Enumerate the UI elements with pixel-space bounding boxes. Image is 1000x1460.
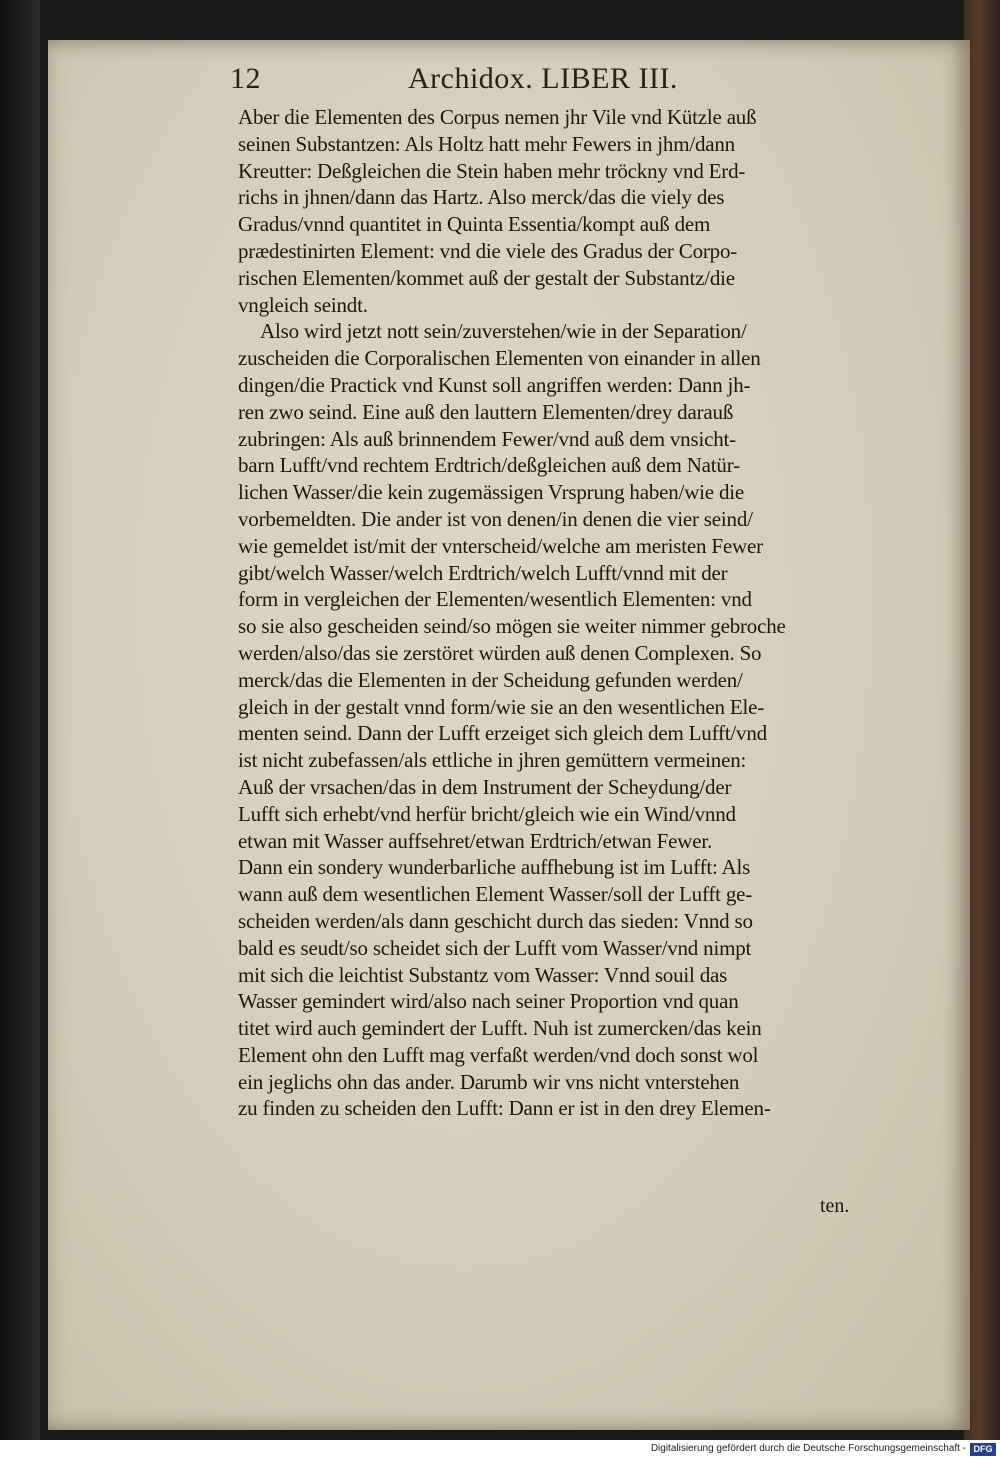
page-number: 12 [230, 62, 261, 95]
text-line: ren zwo seind. Eine auß den lauttern Elementen/drey darauß [238, 399, 734, 424]
text-line: dingen/die Practick vnd Kunst soll angriffen werden: Dann jh- [238, 372, 751, 397]
text-line: merck/das die Elementen in der Scheidung gefunden werden/ [238, 667, 743, 692]
text-line: wann auß dem wesentlichen Element Wasser/soll der Lufft ge- [238, 882, 753, 907]
footer-bar [0, 1440, 1000, 1460]
text-line: zubringen: Als auß brinnendem Fewer/vnd auß dem vnsicht- [238, 426, 736, 451]
text-line: vorbemeldten. Die ander ist von denen/in denen die vier seind/ [238, 506, 753, 531]
text-line: zuscheiden die Corporalischen Elementen von einander in allen [238, 346, 761, 371]
text-line: etwan mit Wasser auffsehret/etwan Erdtrich/etwan Fewer. [238, 828, 713, 853]
text-line: richs in jhnen/dann das Hartz. Also merck/das die viely des [238, 185, 725, 210]
text-line: vngleich seindt. [238, 292, 368, 317]
text-line: wie gemeldet ist/mit der vnterscheid/welche am meristen Fewer [238, 533, 763, 558]
text-line: Dann ein sondery wunderbarliche auffhebung ist im Lufft: Als [238, 855, 751, 880]
text-line: Element ohn den Lufft mag verfaßt werden/vnd doch sonst wol [238, 1042, 759, 1067]
dfg-logo-icon: DFG [970, 1443, 996, 1456]
text-line: bald es seudt/so scheidet sich der Lufft vom Wasser/vnd nimpt [238, 935, 752, 960]
text-line: Also wird jetzt nott sein/zuverstehen/wie in der Separation/ [260, 319, 747, 344]
text-line: gleich in der gestalt vnnd form/wie sie an den wesentlichen Ele- [238, 694, 765, 719]
text-line: prædestinirten Element: vnd die viele des Gradus der Corpo- [238, 238, 738, 263]
body-text [238, 104, 898, 1122]
running-head [230, 62, 930, 102]
text-line: werden/also/das sie zerstöret würden auß denen Complexen. So [238, 640, 762, 665]
text-line: ist nicht zubefassen/als ettliche in jhren gemüttern vermeinen: [238, 748, 747, 773]
header-title: Archidox. LIBER III. [408, 62, 678, 95]
catchword: ten. [820, 1195, 850, 1217]
text-line: lichen Wasser/die kein zugemässigen Vrsprung haben/wie die [238, 480, 745, 505]
text-line: ein jeglichs ohn das ander. Darumb wir vns nicht vnterstehen [238, 1069, 740, 1094]
text-line: Auß der vrsachen/das in dem Instrument der Scheydung/der [238, 774, 732, 799]
text-line: rischen Elementen/kommet auß der gestalt der Substantz/die [238, 265, 735, 290]
text-line: titet wird auch gemindert der Lufft. Nuh ist zumercken/das kein [238, 1016, 762, 1041]
text-line: Aber die Elementen des Corpus nemen jhr Vile vnd Kützle auß [238, 105, 757, 129]
book-binding-left [0, 0, 40, 1440]
text-line: Lufft sich erhebt/vnd herfür bricht/gleich wie ein Wind/vnnd [238, 801, 736, 826]
text-line: menten seind. Dann der Lufft erzeiget sich gleich dem Lufft/vnd [238, 721, 767, 746]
text-line: mit sich die leichtist Substantz vom Wasser: Vnnd souil das [238, 962, 728, 987]
text-line: seinen Substantzen: Als Holtz hatt mehr Fewers in jhm/dann [238, 131, 735, 156]
text-line: so sie also gescheiden seind/so mögen sie weiter nimmer gebroche [238, 614, 786, 639]
text-line: Kreutter: Deßgleichen die Stein haben mehr tröckny vnd Erd- [238, 158, 746, 183]
text-line: gibt/welch Wasser/welch Erdtrich/welch Lufft/vnnd mit der [238, 560, 728, 585]
text-line: form in vergleichen der Elementen/wesentlich Elementen: vnd [238, 587, 752, 612]
funding-credit: Digitalisierung gefördert durch die Deutsche Forschungsgemeinschaft - [650, 1443, 966, 1454]
text-line: zu finden zu scheiden den Lufft: Dann er ist in den drey Elemen- [238, 1096, 771, 1121]
text-line: barn Lufft/vnd rechtem Erdtrich/deßgleichen auß dem Natür- [238, 453, 740, 478]
text-line: scheiden werden/als dann geschicht durch das sieden: Vnnd so [238, 908, 753, 933]
text-line: Gradus/vnnd quantitet in Quinta Essentia/kompt auß dem [238, 212, 711, 237]
text-line: Wasser gemindert wird/also nach seiner Proportion vnd quan [238, 989, 739, 1014]
